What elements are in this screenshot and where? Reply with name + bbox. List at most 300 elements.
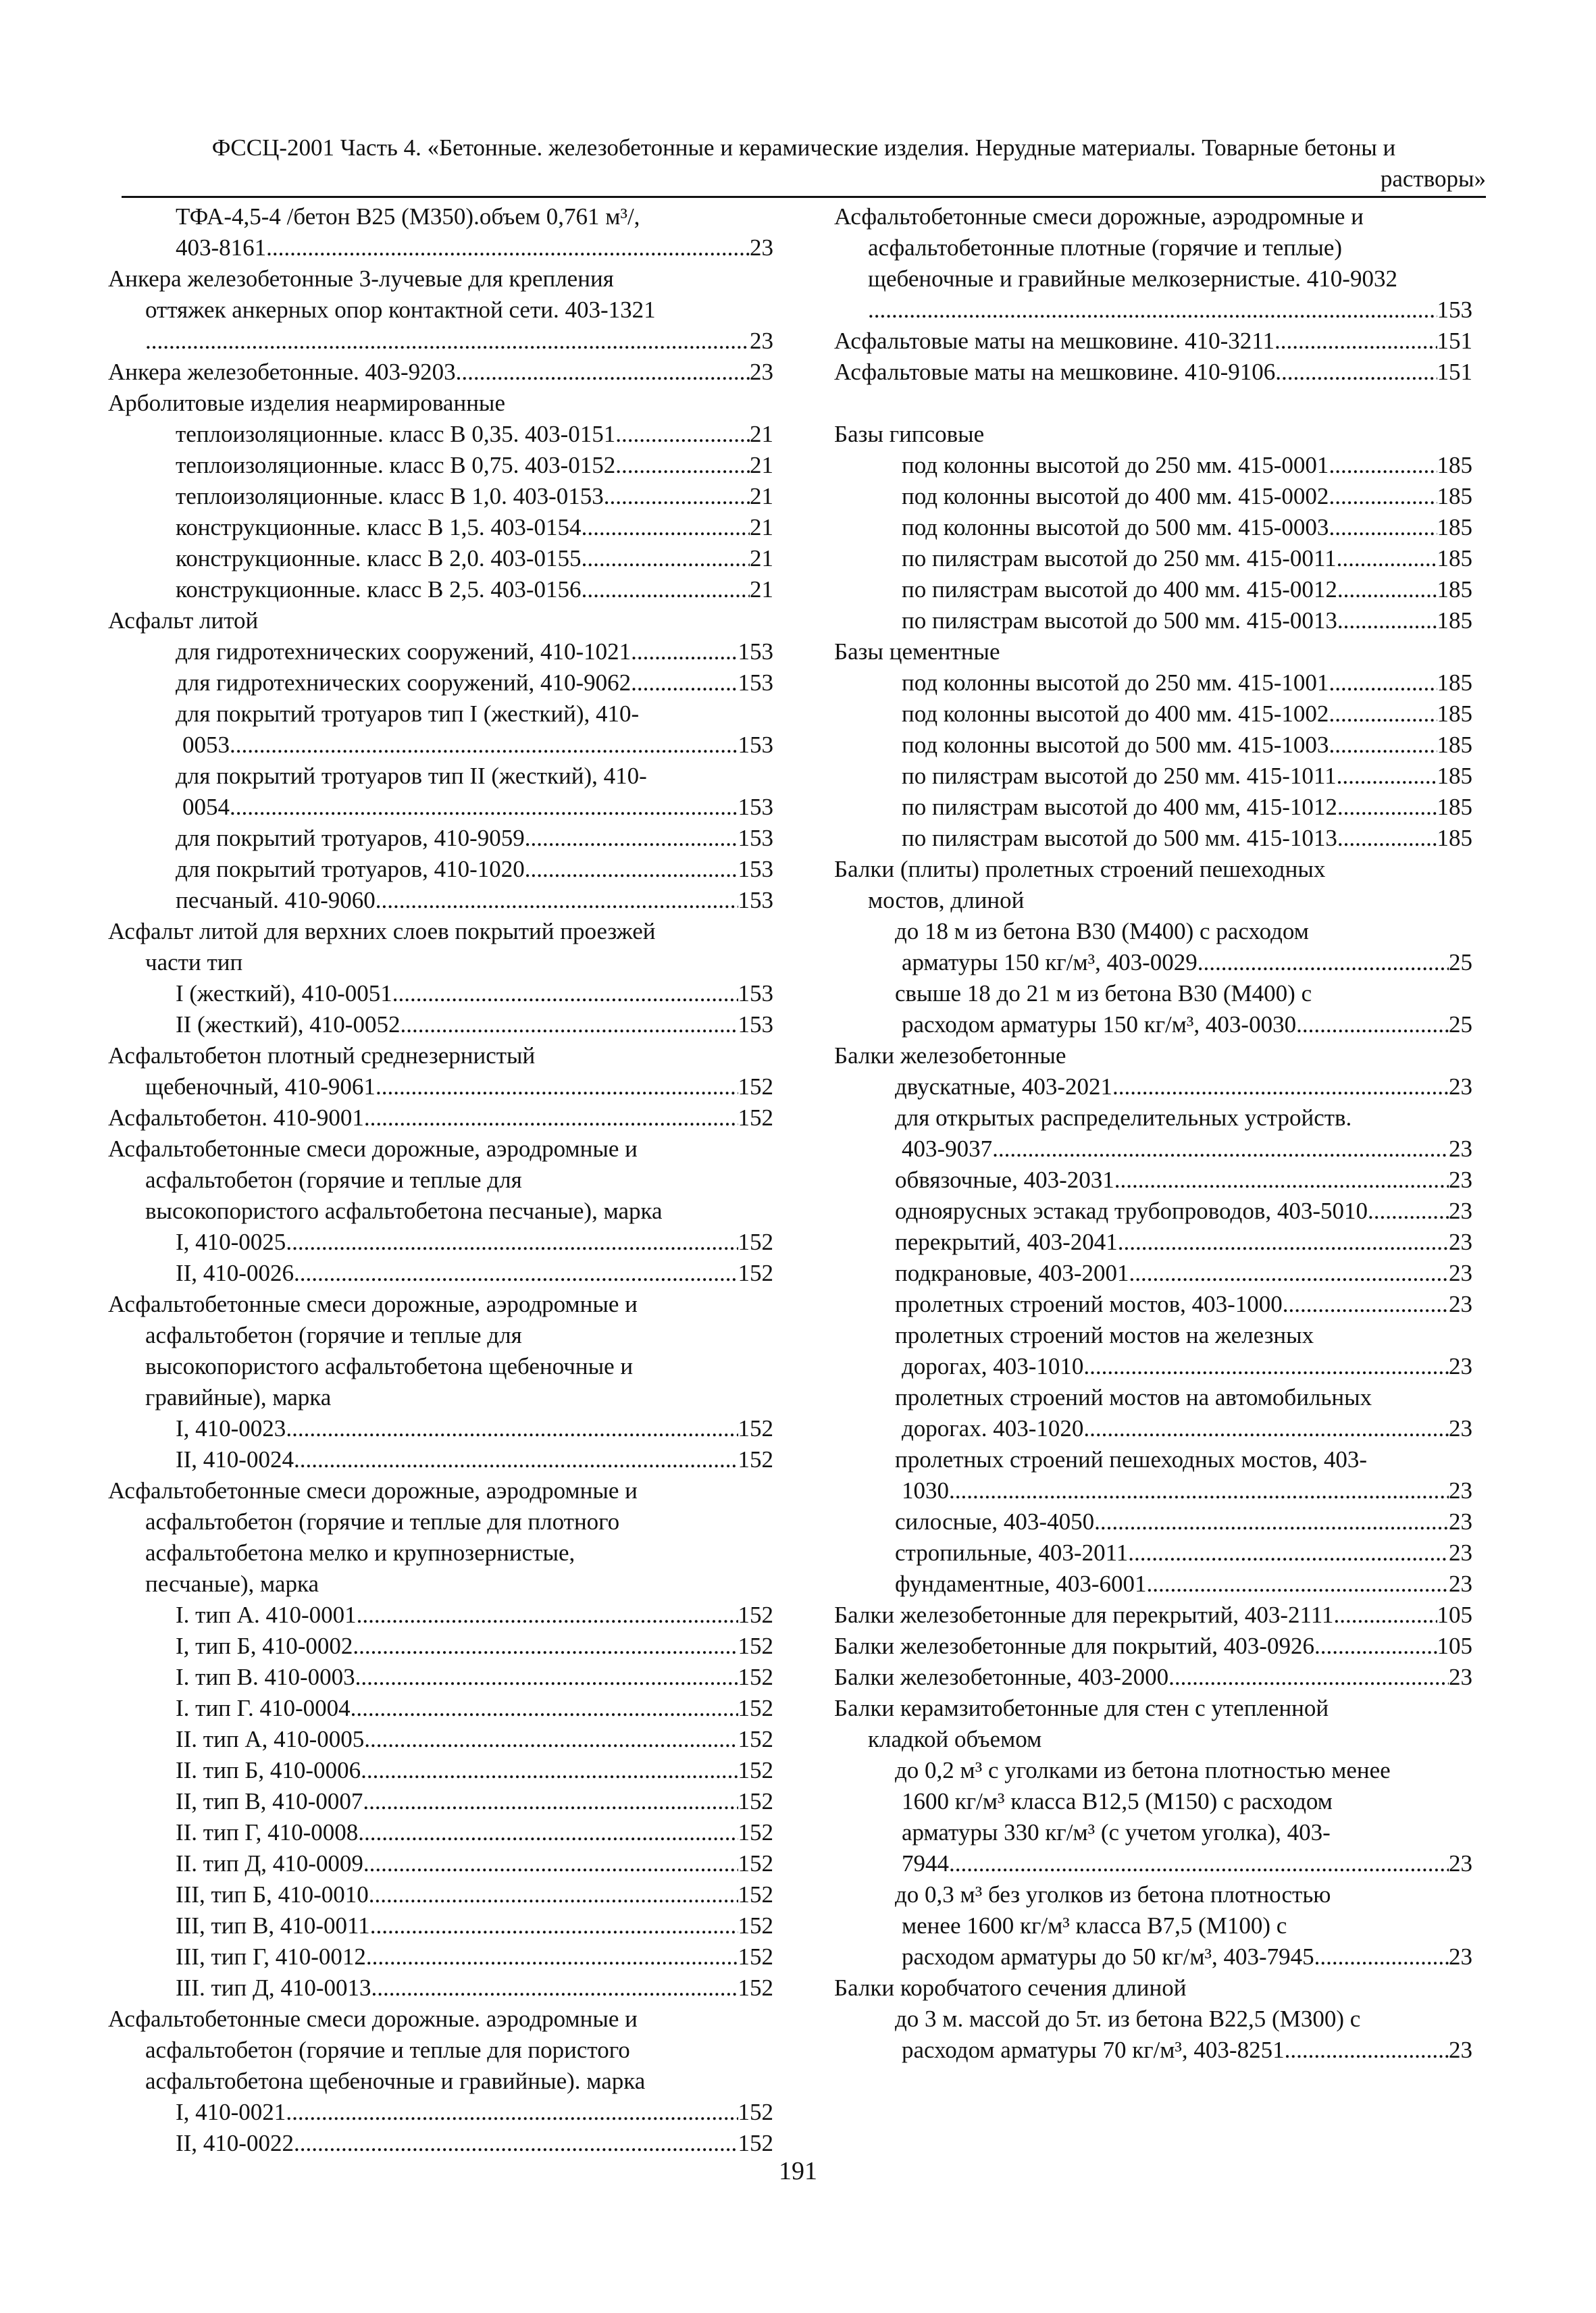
index-entry [834,295,1472,326]
dot-leader [1329,450,1437,481]
index-entry [834,1600,1472,1631]
index-entry [834,1475,1472,1506]
dot-leader [1337,761,1437,792]
dot-leader [1314,1631,1437,1662]
index-entry [108,1755,773,1786]
index-entry [834,574,1472,605]
entry-text: 1030 [902,1477,949,1504]
index-entry: асфальтобетона щебеночные и гравийные). марка [145,2068,646,2094]
dot-leader [525,854,738,885]
entry-page-number: 152 [738,1602,773,1628]
index-entry [834,1227,1472,1258]
entry-text: I, 410-0021 [176,2099,286,2125]
index-entry: Базы цементные [834,638,1000,665]
dot-leader [230,730,738,761]
entry-page-number: 21 [750,576,773,603]
index-entry [834,357,1472,388]
dot-leader [1337,543,1437,574]
entry-text: Анкера железобетонные. 403-9203 [108,359,456,385]
index-entry: песчаные), марка [145,1571,319,1597]
index-entry [108,1817,773,1848]
entry-page-number: 152 [738,1943,773,1970]
dot-leader [1118,1227,1449,1258]
entry-text: 0053 [182,732,230,758]
entry-page-number: 152 [738,1260,773,1286]
entry-page-number: 23 [1449,1353,1472,1379]
entry-text: Асфальтовые маты на мешковине. 410-9106 [834,359,1276,385]
dot-leader [376,885,738,916]
dot-leader [286,1413,738,1444]
index-entry [834,326,1472,357]
index-entry [834,1631,1472,1662]
entry-page-number: 152 [738,1446,773,1473]
dot-leader [949,1475,1449,1506]
dot-leader [525,823,738,854]
entry-text: I. тип А. 410-0001 [176,1602,357,1628]
entry-text: II (жесткий), 410-0052 [176,1011,401,1038]
entry-text: по пилястрам высотой до 400 мм. 415-0012 [902,576,1337,603]
index-entry: ТФА-4,5-4 /бетон В25 (М350).объем 0,761 м³/, [176,203,640,230]
index-entry [108,1910,773,1941]
index-entry [834,512,1472,543]
index-entry: Арболитовые изделия неармированные [108,390,505,416]
dot-leader [1168,1662,1449,1693]
entry-page-number: 153 [738,980,773,1007]
dot-leader [1337,574,1437,605]
index-entry [108,1662,773,1693]
entry-page-number: 23 [750,234,773,261]
index-entry [108,1258,773,1289]
dot-leader [949,1848,1449,1879]
index-entry: арматуры 330 кг/м³ (с учетом уголка), 403- [902,1819,1331,1846]
entry-text: одноярусных эстакад трубопроводов, 403-5010 [895,1198,1368,1224]
entry-text: перекрытий, 403-2041 [895,1229,1118,1255]
dot-leader [582,574,750,605]
entry-page-number: 21 [750,483,773,509]
dot-leader [868,295,1437,326]
index-entry [834,1258,1472,1289]
dot-leader [286,2097,738,2128]
header-line-2: растворы» [1380,166,1486,192]
index-entry [834,543,1472,574]
dot-leader [358,1817,738,1848]
entry-text: по пилястрам высотой до 250 мм. 415-0011 [902,545,1337,571]
entry-text: II. тип Г, 410-0008 [176,1819,359,1846]
index-entry [108,1848,773,1879]
index-entry [834,792,1472,823]
entry-page-number: 152 [738,1881,773,1908]
index-entry [108,543,773,574]
entry-text: расходом арматуры 70 кг/м³, 403-8251 [902,2037,1285,2063]
index-entry: мостов, длиной [868,887,1025,913]
entry-page-number: 185 [1437,576,1472,603]
index-entry [108,1724,773,1755]
entry-text: дорогах, 403-1010 [902,1353,1084,1379]
entry-text: конструкционные. класс В 1,5. 403-0154 [176,514,582,540]
entry-page-number: 23 [1449,1136,1472,1162]
index-entry: части тип [145,949,243,975]
index-entry [108,2097,773,2128]
dot-leader [1329,512,1437,543]
index-entry: 1600 кг/м³ класса В12,5 (М150) с расходом [902,1788,1333,1814]
entry-page-number: 153 [738,856,773,882]
dot-leader [456,357,750,388]
entry-page-number: 23 [1449,1198,1472,1224]
index-entry [108,1600,773,1631]
index-entry: Асфальтобетонные смеси дорожные, аэродромные и [108,1136,638,1162]
entry-page-number: 153 [738,794,773,820]
index-entry [834,1569,1472,1600]
dot-leader [1368,1196,1449,1227]
dot-leader [1314,1941,1449,1973]
index-entry [108,1693,773,1724]
index-entry [834,1134,1472,1165]
entry-page-number: 23 [1449,1167,1472,1193]
entry-text: под колонны высотой до 400 мм. 415-1002 [902,701,1329,727]
entry-text: под колонны высотой до 500 мм. 415-0003 [902,514,1329,540]
entry-text: теплоизоляционные. класс В 1,0. 403-0153 [176,483,604,509]
index-entry [108,1786,773,1817]
dot-leader [1337,605,1437,636]
entry-text: пролетных строений мостов, 403-1000 [895,1291,1283,1317]
index-entry [108,823,773,854]
index-entry: Балки коробчатого сечения длиной [834,1975,1187,2001]
entry-page-number: 185 [1437,825,1472,851]
entry-page-number: 185 [1437,607,1472,634]
index-entry [108,232,773,263]
dot-leader [294,1258,738,1289]
entry-page-number: 105 [1437,1602,1472,1628]
right-column [834,201,1472,2066]
entry-page-number: 185 [1437,483,1472,509]
entry-text: II, 410-0026 [176,1260,294,1286]
index-entry [108,978,773,1009]
dot-leader [1329,730,1437,761]
index-entry [834,1941,1472,1973]
dot-leader [230,792,738,823]
index-entry: Базы гипсовые [834,421,985,447]
index-entry: оттяжек анкерных опор контактной сети. 403-1321 [145,297,656,323]
entry-page-number: 152 [738,2130,773,2156]
dot-leader [369,1879,738,1910]
entry-page-number: 23 [1449,1664,1472,1690]
dot-leader [1129,1258,1449,1289]
entry-page-number: 153 [738,825,773,851]
dot-leader [286,1227,738,1258]
header-rule [122,196,1486,198]
index-entry [108,450,773,481]
entry-text: по пилястрам высотой до 400 мм, 415-1012 [902,794,1337,820]
entry-text: песчаный. 410-9060 [176,887,376,913]
entry-text: стропильные, 403-2011 [895,1540,1129,1566]
index-entry: асфальтобетона мелко и крупнозернистые, [145,1540,575,1566]
index-entry [834,1848,1472,1879]
dot-leader [364,1724,738,1755]
entry-text: III, тип Г, 410-0012 [176,1943,366,1970]
index-entry [108,667,773,698]
entry-text: силосные, 403-4050 [895,1508,1095,1535]
entry-page-number: 23 [1449,1508,1472,1535]
index-entry [108,574,773,605]
entry-page-number: 152 [738,1415,773,1442]
dot-leader [351,1693,738,1724]
entry-text: II, 410-0022 [176,2130,294,2156]
dot-leader [1083,1413,1449,1444]
index-entry [834,1165,1472,1196]
entry-text: конструкционные. класс В 2,5. 403-0156 [176,576,582,603]
entry-page-number: 21 [750,545,773,571]
dot-leader [1333,1600,1437,1631]
entry-text: II. тип А, 410-0005 [176,1726,365,1752]
index-entry: для покрытий тротуаров тип II (жесткий), 410- [176,763,647,789]
index-entry [108,1071,773,1102]
entry-text: для покрытий тротуаров, 410-1020 [176,856,525,882]
index-entry [834,698,1472,730]
dot-leader [366,1941,738,1973]
entry-text: двускатные, 403-2021 [895,1073,1113,1100]
index-entry [834,1071,1472,1102]
dot-leader [363,1786,738,1817]
entry-page-number: 185 [1437,514,1472,540]
dot-leader [615,450,750,481]
dot-leader [353,1631,738,1662]
index-entry: Асфальт литой [108,607,259,634]
index-entry: Балки (плиты) пролетных строений пешеходных [834,856,1326,882]
entry-page-number: 185 [1437,732,1472,758]
entry-page-number: 152 [738,2099,773,2125]
entry-text: щебеночный, 410-9061 [145,1073,376,1100]
dot-leader [1083,1351,1449,1382]
index-entry [108,1009,773,1040]
entry-page-number: 152 [738,1633,773,1659]
entry-text: I, 410-0023 [176,1415,286,1442]
entry-page-number: 23 [750,328,773,354]
dot-leader [364,1102,738,1134]
dot-leader [1147,1569,1449,1600]
entry-page-number: 152 [738,1726,773,1752]
index-entry: асфальтобетонные плотные (горячие и теплые) [868,234,1343,261]
entry-page-number: 21 [750,421,773,447]
dot-leader [604,481,750,512]
entry-page-number: 25 [1449,949,1472,975]
entry-page-number: 152 [738,1073,773,1100]
dot-leader [371,1973,738,2004]
dot-leader [363,1848,738,1879]
index-entry: для открытых распределительных устройств. [895,1104,1352,1131]
index-entry: асфальтобетон (горячие и теплые для плотного [145,1508,620,1535]
dot-leader [145,326,750,357]
entry-text: фундаментные, 403-6001 [895,1571,1147,1597]
entry-text: арматуры 150 кг/м³, 403-0029 [902,949,1198,975]
entry-text: Асфальтобетон. 410-9001 [108,1104,364,1131]
dot-leader [294,2128,738,2159]
entry-page-number: 25 [1449,1011,1472,1038]
index-entry [834,947,1472,978]
section-gap [834,388,1472,419]
entry-page-number: 153 [738,887,773,913]
entry-text: для покрытий тротуаров, 410-9059 [176,825,525,851]
dot-leader [582,512,750,543]
entry-text: Балки железобетонные для покрытий, 403-0926 [834,1633,1314,1659]
index-entry: Балки керамзитобетонные для стен с утепленной [834,1695,1329,1721]
entry-text: по пилястрам высотой до 500 мм. 415-1013 [902,825,1337,851]
index-entry [834,1537,1472,1569]
index-entry [834,667,1472,698]
index-entry [108,885,773,916]
entry-page-number: 23 [1449,1850,1472,1877]
entry-text: Асфальтовые маты на мешковине. 410-3211 [834,328,1275,354]
header-line-1: ФССЦ-2001 Часть 4. «Бетонные. железобетонные и керамические изделия. Нерудные материалы. Товарные бетоны и [211,134,1396,161]
index-entry: Балки железобетонные [834,1042,1066,1069]
index-entry [834,2035,1472,2066]
entry-page-number: 185 [1437,763,1472,789]
entry-text: II. тип Б, 410-0006 [176,1757,361,1783]
dot-leader [1296,1009,1449,1040]
entry-page-number: 21 [750,452,773,478]
dot-leader [355,1662,738,1693]
index-entry [108,1973,773,2004]
entry-page-number: 185 [1437,545,1472,571]
index-entry: гравийные), марка [145,1384,332,1410]
entry-page-number: 152 [738,1664,773,1690]
dot-leader [615,419,750,450]
entry-text: III. тип Д, 410-0013 [176,1975,371,2001]
entry-text: дорогах. 403-1020 [902,1415,1084,1442]
index-entry [108,1631,773,1662]
index-entry: Асфальтобетонные смеси дорожные, аэродромные и [108,1291,638,1317]
entry-text: по пилястрам высотой до 500 мм. 415-0013 [902,607,1337,634]
entry-page-number: 185 [1437,669,1472,696]
index-entry: для покрытий тротуаров тип I (жесткий), 410- [176,701,640,727]
index-entry [834,1506,1472,1537]
dot-leader [294,1444,738,1475]
entry-page-number: 151 [1437,359,1472,385]
index-entry [108,512,773,543]
entry-page-number: 152 [738,1912,773,1939]
dot-leader [266,232,750,263]
dot-leader [1275,357,1437,388]
entry-page-number: 23 [1449,1229,1472,1255]
index-entry [108,357,773,388]
index-entry: высокопористого асфальтобетона песчаные), марка [145,1198,663,1224]
index-entry: Асфальт литой для верхних слоев покрытий проезжей [108,918,656,944]
index-entry [108,481,773,512]
dot-leader [637,636,738,667]
dot-leader [1128,1537,1449,1569]
entry-text: под колонны высотой до 400 мм. 415-0002 [902,483,1329,509]
entry-text: II, тип В, 410-0007 [176,1788,363,1814]
entry-page-number: 152 [738,1229,773,1255]
entry-text: теплоизоляционные. класс В 0,75. 403-0152 [176,452,616,478]
index-entry [108,854,773,885]
dot-leader [1329,481,1437,512]
entry-page-number: 152 [738,1104,773,1131]
left-column [108,201,773,2159]
entry-text: под колонны высотой до 250 мм. 415-0001 [902,452,1329,478]
index-entry [834,481,1472,512]
index-entry [834,730,1472,761]
entry-text: III, тип Б, 410-0010 [176,1881,369,1908]
index-entry [108,1444,773,1475]
entry-text: для гидротехнических сооружений, 410-9062. [176,669,637,696]
entry-text: под колонны высотой до 500 мм. 415-1003 [902,732,1329,758]
entry-page-number: 23 [1449,1415,1472,1442]
page-header [122,132,1486,195]
index-entry: асфальтобетон (горячие и теплые для [145,1167,522,1193]
dot-leader [1198,947,1449,978]
entry-text: расходом арматуры до 50 кг/м³, 403-7945 [902,1943,1314,1970]
dot-leader [992,1134,1449,1165]
dot-leader [1337,792,1437,823]
entry-page-number: 153 [738,732,773,758]
index-entry: высокопористого асфальтобетона щебеночные и [145,1353,634,1379]
index-entry: Асфальтобетонные смеси дорожные, аэродромные и [834,203,1364,230]
index-entry: пролетных строений пешеходных мостов, 403- [895,1446,1368,1473]
entry-page-number: 23 [1449,1291,1472,1317]
entry-text: теплоизоляционные. класс В 0,35. 403-0151 [176,421,616,447]
index-entry: асфальтобетон (горячие и теплые для [145,1322,522,1348]
dot-leader [1337,823,1437,854]
entry-page-number: 152 [738,1788,773,1814]
dot-leader [357,1600,738,1631]
index-entry: Анкера железобетонные 3-лучевые для крепления [108,265,614,292]
dot-leader [1114,1165,1449,1196]
index-entry [834,1009,1472,1040]
entry-text: по пилястрам высотой до 250 мм. 415-1011 [902,763,1337,789]
index-entry [108,1879,773,1910]
dot-leader [376,1071,738,1102]
entry-page-number: 152 [738,1850,773,1877]
index-entry [834,1289,1472,1320]
index-entry: свыше 18 до 21 м из бетона В30 (М400) с [895,980,1312,1007]
dot-leader [1329,698,1437,730]
entry-page-number: 23 [1449,1477,1472,1504]
entry-page-number: 152 [738,1695,773,1721]
index-entry: менее 1600 кг/м³ класса В7,5 (М100) с [902,1912,1287,1939]
entry-page-number: 185 [1437,794,1472,820]
entry-page-number: 185 [1437,452,1472,478]
index-entry: до 3 м. массой до 5т. из бетона В22,5 (М300) с [895,2006,1361,2032]
entry-page-number: 153 [738,638,773,665]
entry-page-number: 23 [1449,1073,1472,1100]
entry-text: I (жесткий), 410-0051 [176,980,392,1007]
index-entry: пролетных строений мостов на автомобильных [895,1384,1372,1410]
dot-leader [1283,1289,1449,1320]
index-entry [834,823,1472,854]
dot-leader [370,1910,738,1941]
dot-leader [1094,1506,1449,1537]
entry-page-number: 105 [1437,1633,1472,1659]
index-entry [834,1351,1472,1382]
dot-leader [1275,326,1437,357]
index-entry: Асфальтобетон плотный среднезернистый [108,1042,536,1069]
entry-page-number: 23 [1449,1571,1472,1597]
entry-text: обвязочные, 403-2031 [895,1167,1114,1193]
entry-page-number: 153 [1437,297,1472,323]
index-entry: кладкой объемом [868,1726,1042,1752]
entry-page-number: 21 [750,514,773,540]
index-entry [108,636,773,667]
entry-text: I. тип В. 410-0003 [176,1664,355,1690]
index-entry [108,2128,773,2159]
entry-text: II, 410-0024 [176,1446,294,1473]
index-entry: Асфальтобетонные смеси дорожные. аэродромные и [108,2006,638,2032]
index-entry: пролетных строений мостов на железных [895,1322,1314,1348]
index-entry: щебеночные и гравийные мелкозернистые. 410-9032 [868,265,1397,292]
index-entry: асфальтобетон (горячие и теплые для пористого [145,2037,630,2063]
entry-page-number: 185 [1437,701,1472,727]
dot-leader [1329,667,1437,698]
